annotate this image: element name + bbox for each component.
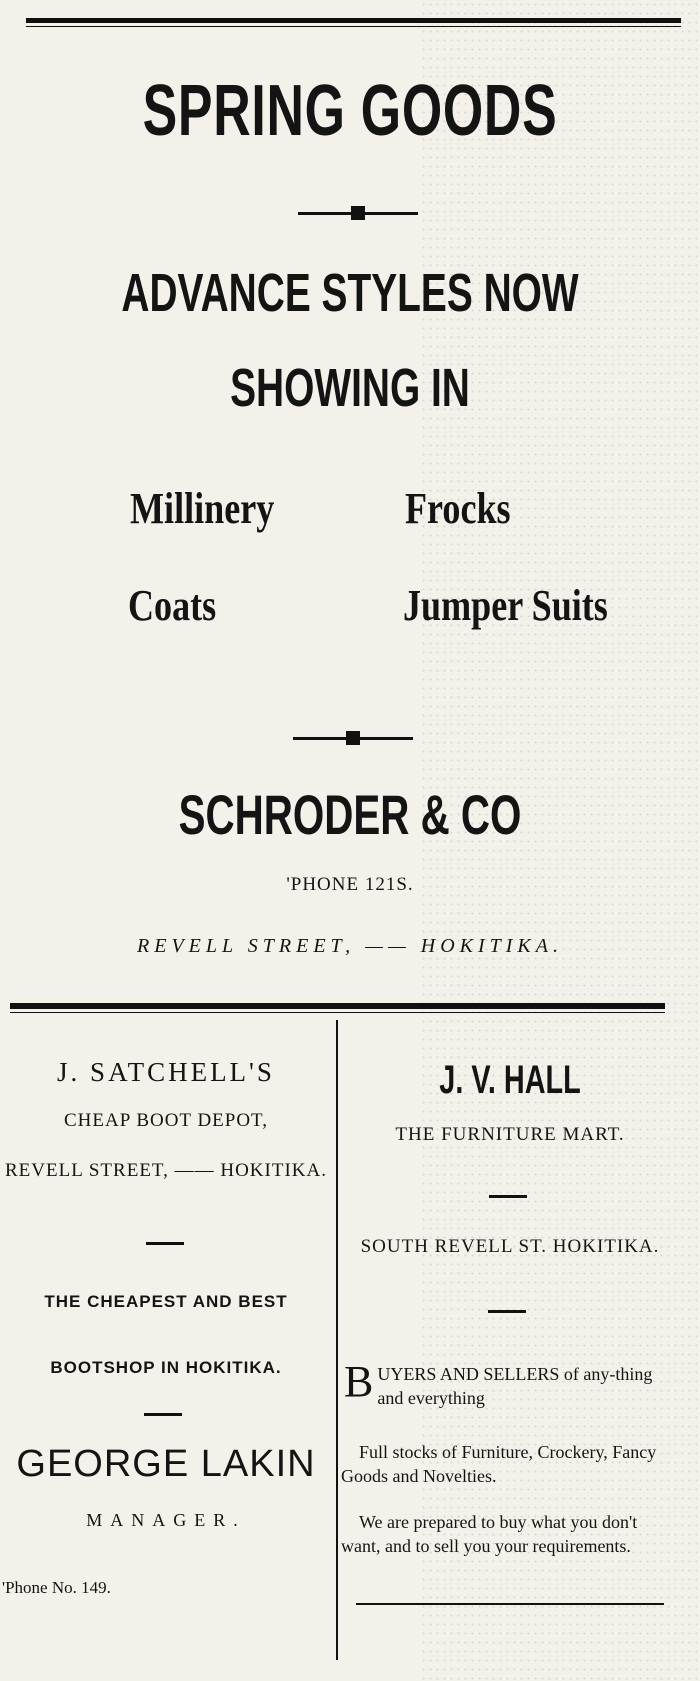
right-para-3: We are prepared to buy what you don't want, and to sell you your requirements. [341, 1512, 638, 1556]
right-ad-address: SOUTH REVELL ST. HOKITIKA. [360, 1236, 660, 1257]
section-rule [10, 1003, 665, 1009]
company-name: SCHRODER & CO [178, 783, 522, 846]
ornament-divider-2 [293, 737, 413, 740]
headline-wrap [0, 70, 700, 152]
company-wrap [0, 782, 700, 847]
left-phone: 'Phone No. 149. [2, 1578, 111, 1597]
dropcap: B [344, 1357, 374, 1406]
section-rule-thin [10, 1012, 665, 1013]
top-rule [26, 18, 681, 23]
left-dash-1 [146, 1242, 184, 1245]
manager-name: GEORGE LAKIN [16, 1443, 316, 1485]
bottom-rule-right [356, 1603, 664, 1605]
subheading-line1-wrap [0, 262, 700, 324]
subheading-line1: ADVANCE STYLES NOW [121, 263, 579, 323]
column-divider [336, 1020, 338, 1660]
item-frocks: Frocks [405, 484, 511, 533]
left-dash-2 [144, 1413, 182, 1416]
left-tagline-1: THE CHEAPEST AND BEST [44, 1292, 288, 1311]
main-address: REVELL STREET, —— HOKITIKA. [137, 935, 563, 957]
headline: SPRING GOODS [142, 71, 558, 151]
left-ad-address: REVELL STREET, —— HOKITIKA. [5, 1160, 327, 1181]
right-para-1-text: UYERS AND SELLERS of any-thing and everything [377, 1364, 653, 1408]
right-dash-1 [489, 1195, 527, 1198]
right-ad-name-wrap [340, 1058, 680, 1103]
right-dash-2 [488, 1310, 526, 1313]
item-millinery: Millinery [130, 484, 275, 533]
left-ad [0, 1057, 332, 1088]
left-ad-business: CHEAP BOOT DEPOT, [63, 1110, 269, 1131]
item-jumper-suits: Jumper Suits [403, 581, 608, 630]
right-ad-business: THE FURNITURE MART. [395, 1124, 625, 1145]
right-para-1 [344, 1357, 666, 1410]
item-coats: Coats [128, 581, 217, 630]
manager-title: MANAGER. [86, 1510, 246, 1530]
top-rule-thin [26, 26, 681, 27]
left-tagline-2: BOOTSHOP IN HOKITIKA. [50, 1358, 282, 1377]
main-phone: 'PHONE 121S. [286, 874, 414, 895]
subheading-line2: SHOWING IN [230, 358, 470, 418]
right-ad-name: J. V. HALL [439, 1058, 581, 1102]
right-para-2: Full stocks of Furniture, Crockery, Fancy Goods and Novelties. [341, 1442, 657, 1486]
left-ad-name: J. SATCHELL'S [57, 1057, 275, 1087]
ornament-divider [298, 212, 418, 215]
subheading-line2-wrap [0, 357, 700, 419]
